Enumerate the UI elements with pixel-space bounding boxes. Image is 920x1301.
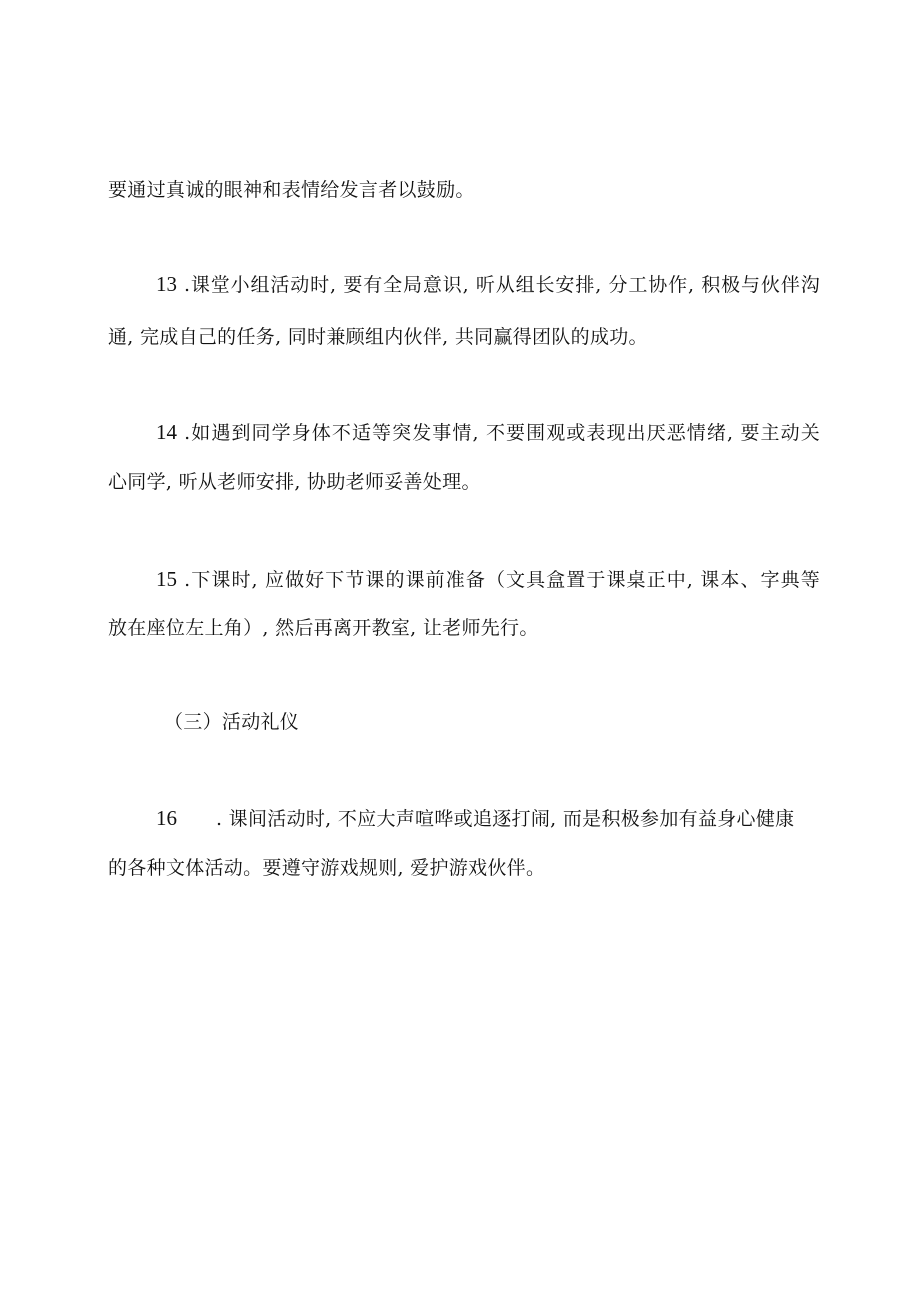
item-14-line1-text: .如遇到同学身体不适等突发事情, 不要围观或表现出厌恶情绪, 要主动关: [184, 422, 821, 444]
section-heading: （三）活动礼仪: [164, 711, 300, 733]
item-15-line2-text: 放在座位左上角）, 然后再离开教室, 让老师先行。: [108, 617, 539, 639]
item-16-line1-text: . 课间活动时, 不应大声喧哗或追逐打闹, 而是积极参加有益身心健康: [216, 808, 795, 830]
item-14-first-line: [156, 420, 820, 445]
item-16-first-line: [156, 806, 820, 831]
item-14-line2-text: 心同学, 听从老师安排, 协助老师妥善处理。: [108, 471, 481, 493]
item-13-line1-text: .课堂小组活动时, 要有全局意识, 听从组长安排, 分工协作, 积极与伙伴沟: [183, 274, 821, 296]
item-13-number: 13: [156, 272, 177, 296]
item-15-number: 15: [156, 567, 177, 591]
item-15-first-line: [156, 567, 820, 592]
item-13-line2-text: 通, 完成自己的任务, 同时兼顾组内伙伴, 共同赢得团队的成功。: [108, 326, 648, 348]
item-14-number: 14: [156, 420, 177, 444]
item-16-line2-text: 的各种文体活动。要遵守游戏规则, 爱护游戏伙伴。: [108, 857, 546, 879]
intro-continuation-text: 要通过真诚的眼神和表情给发言者以鼓励。: [108, 179, 475, 201]
item-16-number: 16: [156, 806, 177, 830]
item-13-first-line: [156, 272, 820, 297]
item-15-line1-text: .下课时, 应做好下节课的课前准备（文具盒置于课桌正中, 课本、字典等: [184, 569, 821, 591]
